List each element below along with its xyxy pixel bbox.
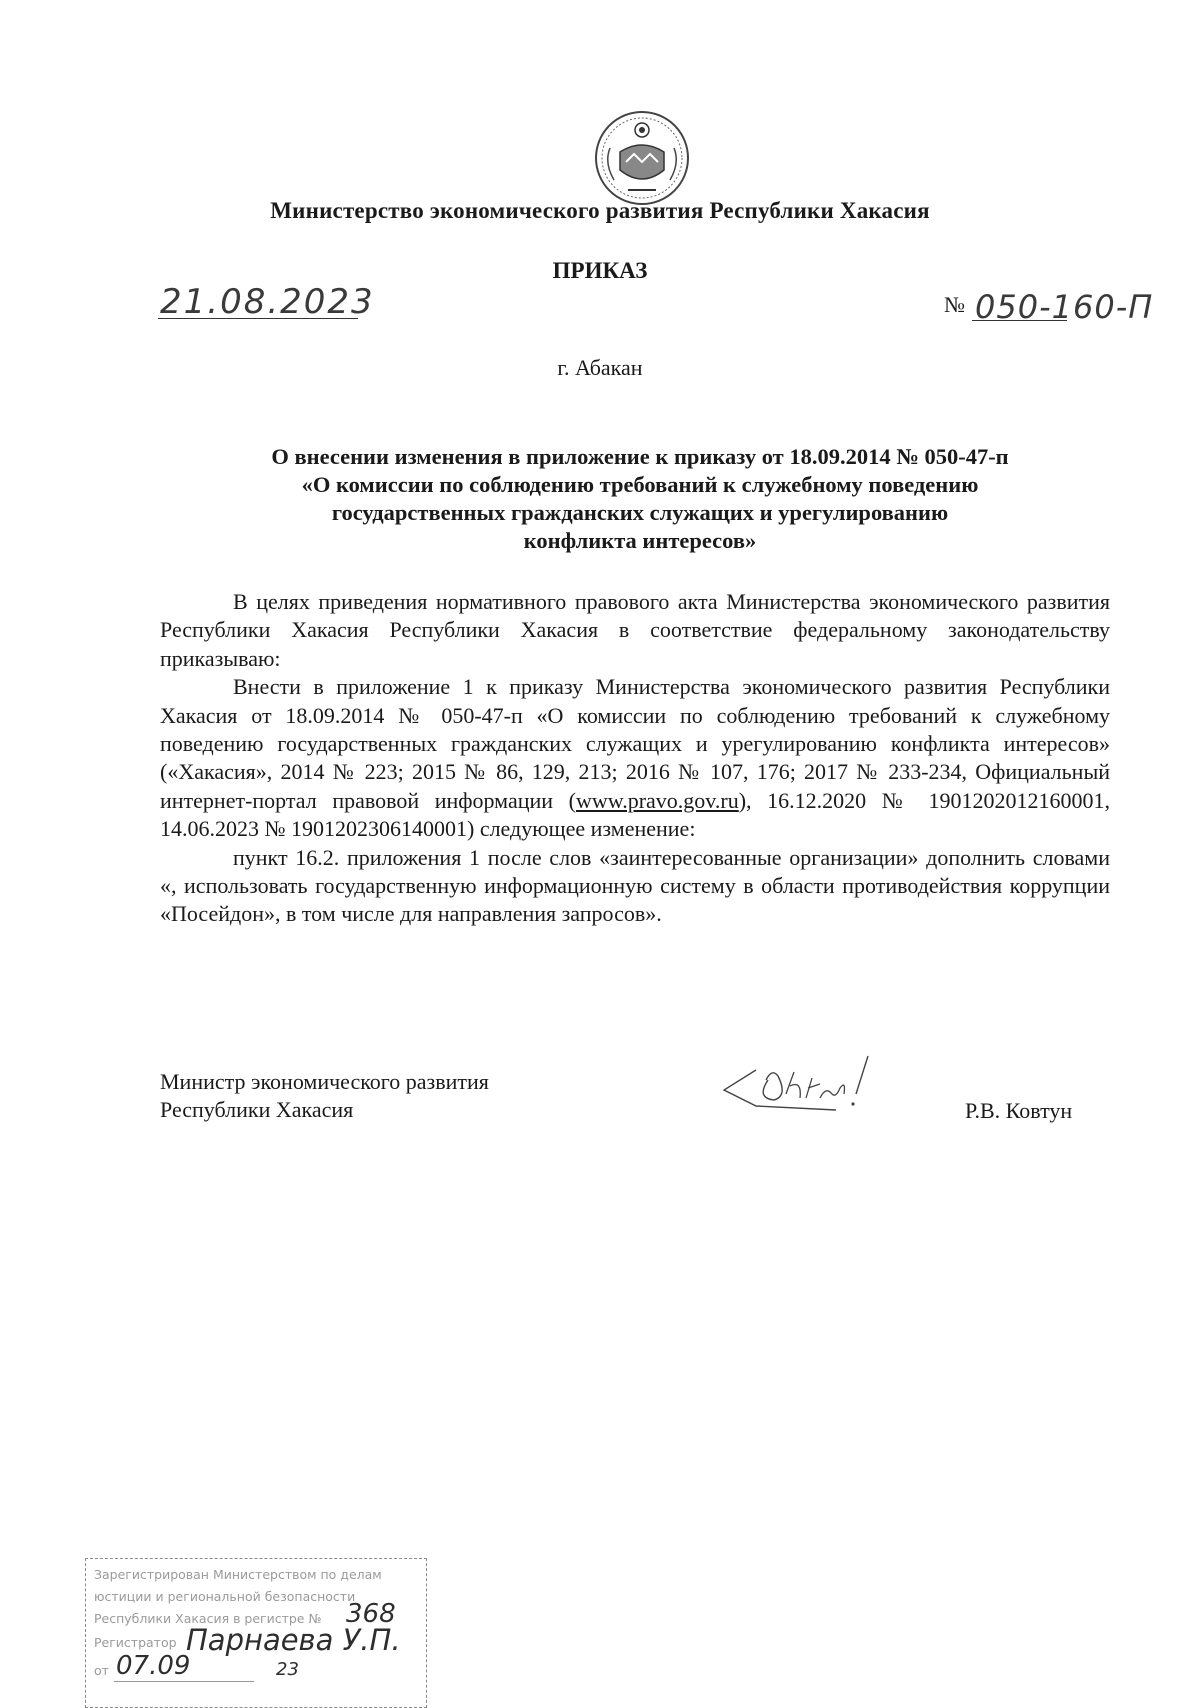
order-number: 050-160-П xyxy=(975,288,1154,326)
document-type: ПРИКАЗ xyxy=(552,258,648,283)
stamp-line: Республики Хакасия в регистре № xyxy=(94,1611,322,1626)
amendment-text-end: ), 16.12.2020 № 1901202012160001, 14.06.2023 № 1901202306140001) следующее изменение: xyxy=(160,787,1110,842)
number-underline xyxy=(972,320,1067,321)
title-line: государственных гражданских служащих и урегулированию xyxy=(331,500,949,525)
coat-of-arms-icon xyxy=(592,108,692,208)
registration-stamp xyxy=(85,1558,427,1708)
signatory-name: Р.В. Ковтун xyxy=(965,1098,1073,1123)
registration-year: 23 xyxy=(276,1659,299,1680)
city: г. Абакан xyxy=(557,355,643,380)
paragraph-amendment xyxy=(160,673,1110,843)
ministry-name: Министерство экономического развития Республики Хакасия xyxy=(270,198,930,223)
order-title xyxy=(160,443,1120,555)
pravo-link[interactable]: www.pravo.gov.ru xyxy=(575,787,739,813)
date-underline xyxy=(158,318,358,319)
date-underline xyxy=(114,1681,254,1682)
order-date: 21.08.2023 xyxy=(160,282,375,322)
paragraph-preamble: В целях приведения нормативного правового акта Министерства экономического развития Республики Хакасия Республики Хакасия в соответствие федеральному законодательству приказываю: xyxy=(160,589,1110,671)
order-number-label: № xyxy=(944,292,965,317)
title-line: конфликта интересов» xyxy=(523,528,757,553)
order-body xyxy=(160,588,1110,929)
registrar-name: Парнаева У.П. xyxy=(186,1623,401,1657)
position-line: Республики Хакасия xyxy=(160,1097,354,1122)
stamp-line: от xyxy=(94,1663,109,1678)
position-line: Министр экономического развития xyxy=(160,1069,489,1094)
title-line: «О комиссии по соблюдению требований к служебному поведению xyxy=(301,472,979,497)
stamp-line: Зарегистрирован Министерством по делам xyxy=(94,1567,382,1582)
handwritten-signature xyxy=(716,1050,886,1122)
title-line: О внесении изменения в приложение к приказу от 18.09.2014 № 050-47-п xyxy=(271,444,1009,469)
stamp-line: юстиции и региональной безопасности xyxy=(94,1589,356,1604)
paragraph-change: пункт 16.2. приложения 1 после слов «заинтересованные организации» дополнить словами «, использовать государственную информационную систему в области противодействия коррупции «Посейдон», в том числе для направления запросов». xyxy=(160,844,1110,927)
signatory-position xyxy=(160,1068,489,1124)
registry-number: 368 xyxy=(346,1599,396,1629)
amendment-text: Внести в приложение 1 к приказу Министерства экономического развития Республики Хакасия от 18.09.2014 № 050-47-п «О комиссии по соблюдению требований к служебному поведению государственных гражданских служащих и урегулированию конфликта интересов» («Хакасия», 2014 № 223; 2015 № 86, 129, 213; 2016 № 107, 176; 2017 № 233-234, Официальный интернет-портал правовой информации ( xyxy=(160,674,1110,813)
registration-date: 07.09 xyxy=(116,1651,191,1681)
stamp-line: Регистратор xyxy=(94,1635,177,1650)
